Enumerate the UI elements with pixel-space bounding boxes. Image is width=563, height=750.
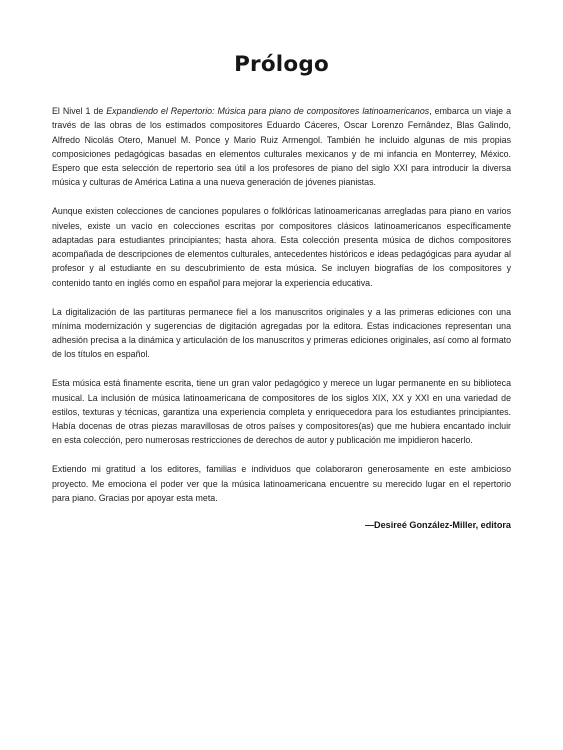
- signature: —Desireé González-Miller, editora: [364, 519, 511, 530]
- book-title-italic: Expandiendo el Repertorio: Música para piano de compositores latinoamericanos: [106, 106, 430, 116]
- paragraph-intro: [52, 104, 511, 190]
- paragraph-collections: Aunque existen colecciones de canciones populares o folklóricas latinoamericanas arregladas para piano en varios niveles, existe un vacío en colecciones escritas por compositores clásicos latinoamericanos específicamente adaptadas para estudiantes principiantes; hasta ahora. Esta colección presenta música de dichos compositores acompañada de descripciones de elementos culturales, antecedentes históricos e ideas pedagógicas para ayudar al profesor y al estudiante en su descubrimiento de esta música. Se incluyen biografías de los compositores y contenido tanto en inglés como en español para mejorar la experiencia educativa.: [52, 206, 511, 288]
- paragraph-value: Esta música está finamente escrita, tiene un gran valor pedagógico y merece un lugar permanente en su biblioteca musical. La inclusión de música latinoamericana de compositores de los siglos XIX, XX y XXI en una variedad de estilos, texturas y técnicas, garantiza una experiencia completa y enriquecedora para los estudiantes principiantes. Había docenas de otras piezas maravillosas de otros países y compositores(as) que me hubiera encantado incluir en esta colección, pero numerosas restricciones de derechos de autor y publicación me impidieron hacerlo.: [52, 378, 511, 446]
- paragraph-digitization: La digitalización de las partituras permanece fiel a los manuscritos originales y a las primeras ediciones con una mínima modernización y sugerencias de digitación agregadas por la editora. Estas indicaciones representan una adhesión precisa a la dinámica y articulación de los manuscritos y primeras ediciones originales, así como al formato de los títulos en español.: [52, 306, 511, 360]
- page-title: Prólogo: [234, 52, 329, 77]
- paragraph-intro-body: , embarca un viaje a través de las obras de los estimados compositores Eduardo Cáceres, Oscar Lorenzo Fernândez, Blas Galindo, Alfredo Nicolás Otero, Manuel M. Ponce y Mario Ruiz Armengol. También he incluido algunas de mis propias composiciones pedagógicas basadas en elementos culturales mexicanos y de mi infancia en Monterrey, México. Espero que esta selección de repertorio sea útil a los profesores de piano del siglo XXI para introducir la diversa música y culturas de América Latina a una nueva generación de jóvenes pianistas.: [52, 106, 511, 188]
- paragraph-intro-lead: El Nivel 1 de: [52, 106, 107, 116]
- paragraph-gratitude: Extiendo mi gratitud a los editores, familias e individuos que colaboraron generosamente en este ambicioso proyecto. Me emociona el poder ver que la música latinoamericana encuentre su merecido lugar en el repertorio para piano. Gracias por apoyar esta meta.: [52, 464, 511, 503]
